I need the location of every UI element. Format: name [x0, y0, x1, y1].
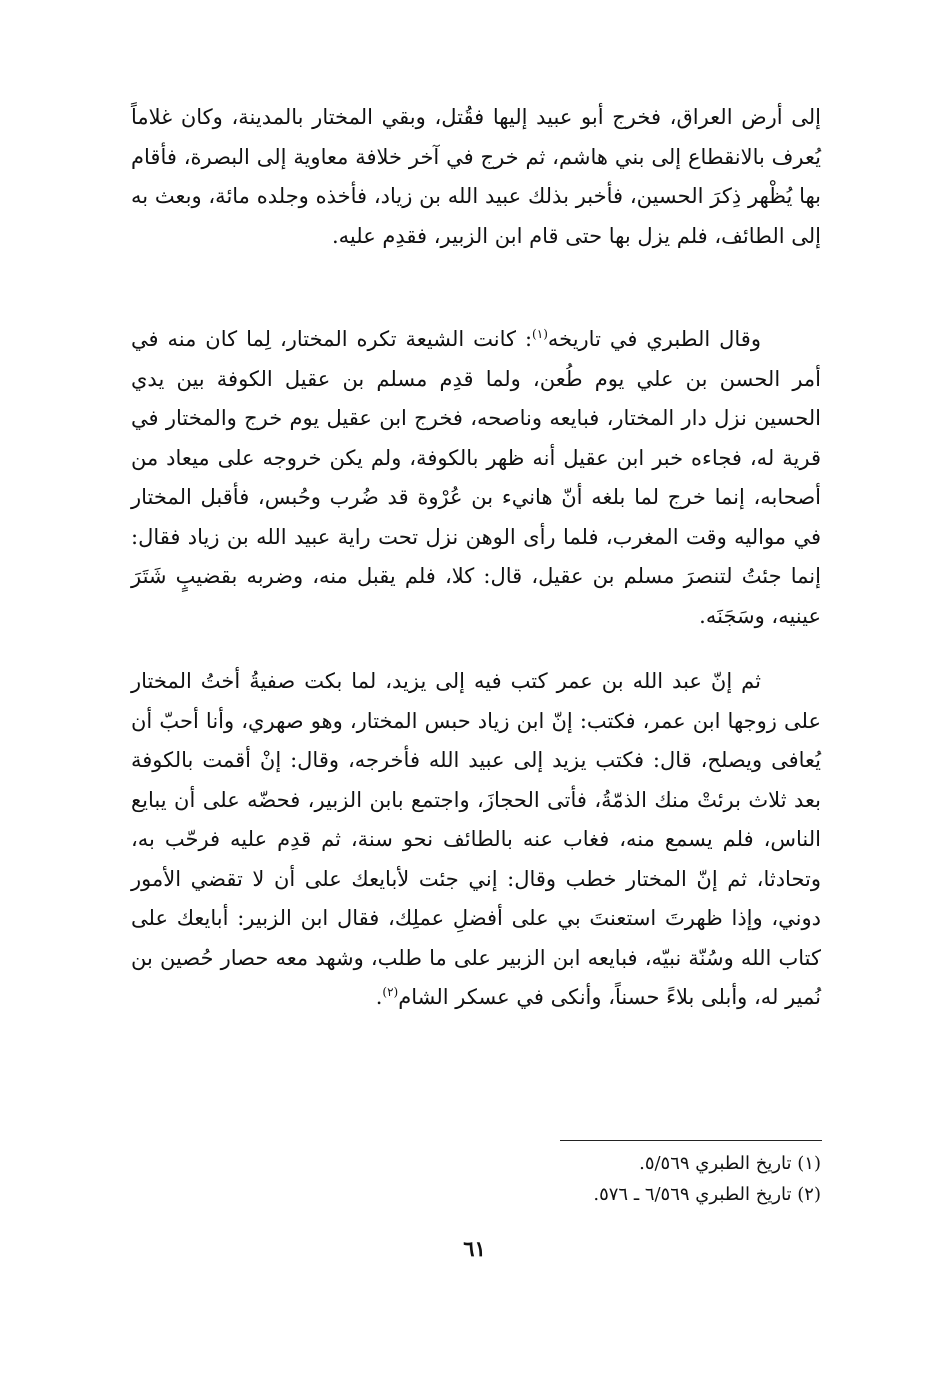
footnote-divider: [560, 1140, 822, 1141]
page-number: ٦١: [463, 1236, 486, 1261]
paragraph-text: [131, 662, 821, 1018]
footnote-marker-1: (١): [532, 327, 548, 341]
paragraph-text-end: .: [375, 985, 383, 1009]
paragraph-text-rest: : كانت الشيعة تكره المختار، لِما كان منه في أمر الحسن بن علي يوم طُعن، ولما قدِم مسلم بن عقيل الكوفة بين يدي الحسين نزل دار المختار، فبايعه وناصحه، فخرج ابن عقيل يوم خرج والمختار في قرية له، فجاءه خبر ابن عقيل أنه ظهر بالكوفة، ولم يكن خروجه على ميعاد من أصحابه، إنما خرج لما بلغه أنّ هانيء بن عُرْوة قد ضُرب وحُبس، فأقبل المختار في مواليه وقت المغرب، فلما رأى الوهن نزل تحت راية عبيد الله بن زياد فقال: إنما جئتُ لتنصرَ مسلم بن عقيل، قال: كلا، فلم يقبل منه، وضربه بقضيبٍ شَتَرَ عينيه، وسَجَنَه.: [131, 327, 821, 628]
paragraph-text-start: وقال الطبري في تاريخه: [547, 327, 761, 351]
paragraph-text: إلى أرض العراق، فخرج أبو عبيد إليها فقُتل، وبقي المختار بالمدينة، وكان غلاماً يُعرف بالانقطاع إلى بني هاشم، ثم خرج في آخر خلافة معاوية إلى البصرة، فأقام بها يُظْهر ذِكرَ الحسين، فأخبر بذلك عبيد الله بن زياد، فأخذه وجلده مائة، وبعث به إلى الطائف، فلم يزل بها حتى قام ابن الزبير، فقدِم عليه.: [131, 105, 821, 248]
footnote-marker-2: (٢): [382, 985, 399, 999]
body-paragraph-2: [131, 320, 821, 636]
footnotes: [131, 1148, 821, 1210]
footnote-2: (٢) تاريخ الطبري ٦/٥٦٩ ـ ٥٧٦.: [593, 1184, 821, 1205]
paragraph-text-start: ثم إنّ عبد الله بن عمر كتب فيه إلى يزيد، لما بكت صفيةُ أختُ المختار على زوجها ابن عمر، فكتب: إنّ ابن زياد حبس المختار، وهو صهري، وأنا أحبّ أن يُعافى ويصلح، قال: فكتب يزيد إلى عبيد الله فأخرجه، وقال: إنْ أقمت بالكوفة بعد ثلاث برئتْ منك الذمّةُ، فأتى الحجازَ، واجتمع بابن الزبير، فحضّه على أن يبايع الناس، فلم يسمع منه، فغاب عنه بالطائف نحو سنة، ثم قدِم عليه فرحّب به، وتحادثا، ثم إنّ المختار خطب وقال: إني جئت لأبايعك على أن لا تقضي الأمور دوني، وإذا ظهرتَ استعنتَ بي على أفضلِ عملِك، فقال ابن الزبير: أبايعك على كتاب الله وسُنّة نبيّه، فبايعه ابن الزبير على ما طلب، وشهد معه حصار حُصين بن نُمير له، وأبلى بلاءً حسناً، وأنكى في عسكر الشام: [131, 669, 821, 1009]
footnote-1: (١) تاريخ الطبري ٥/٥٦٩.: [639, 1153, 821, 1174]
body-paragraph-3: [131, 662, 821, 1018]
paragraph-text: [131, 320, 821, 636]
body-paragraph-1: [131, 98, 821, 256]
